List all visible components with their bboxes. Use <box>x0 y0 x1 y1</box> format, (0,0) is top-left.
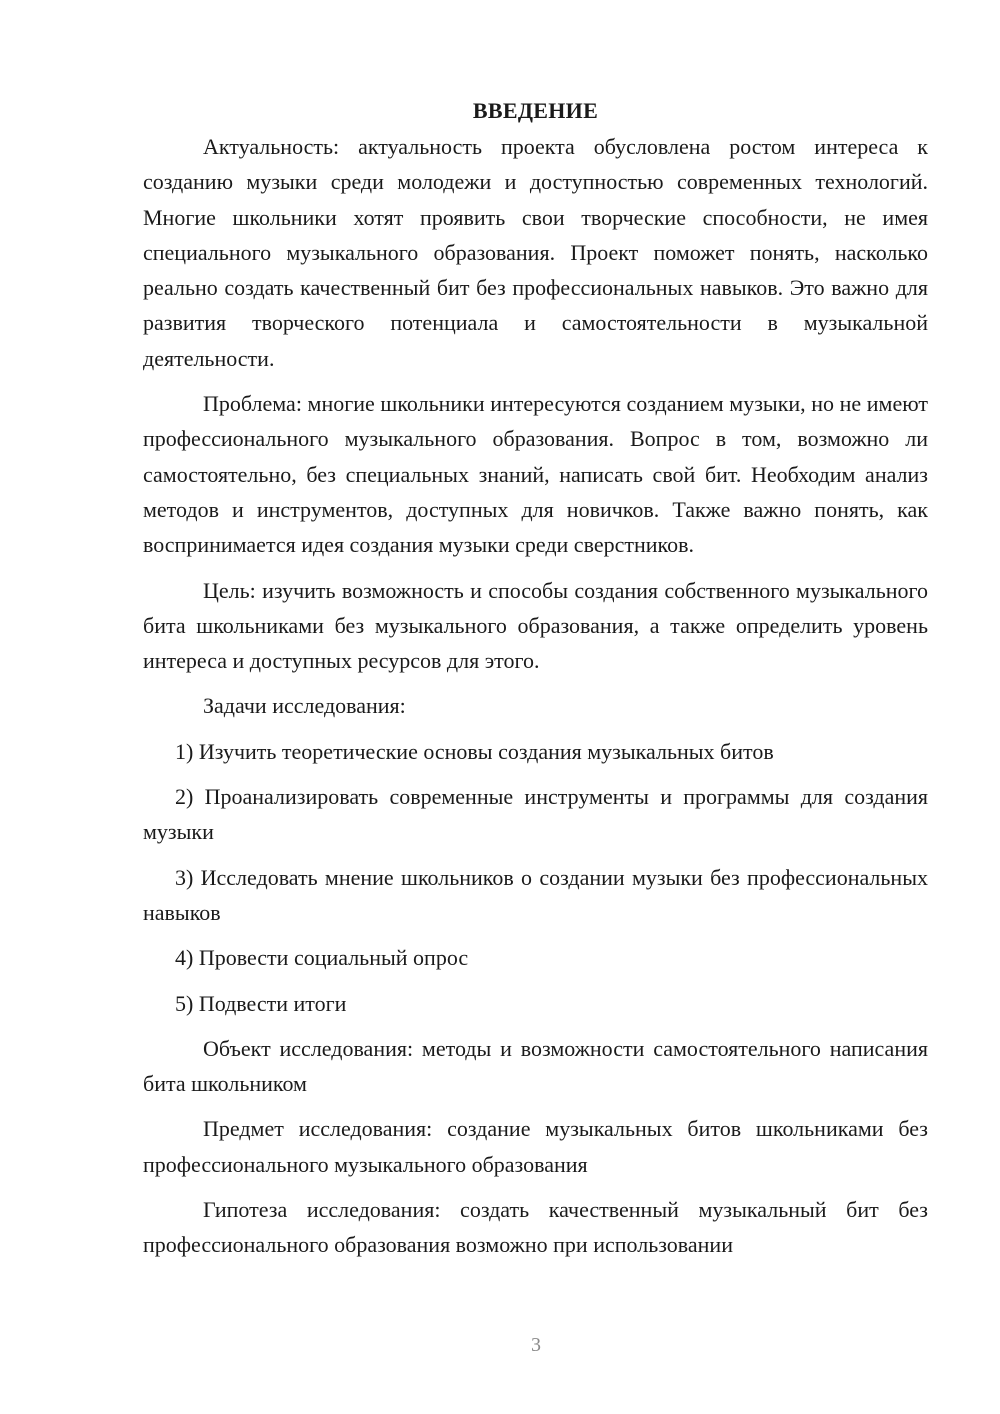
task-item-4: 4) Провести социальный опрос <box>175 945 469 971</box>
task-item-5: 5) Подвести итоги <box>175 990 347 1016</box>
document-page <box>143 93 928 1263</box>
task-item-2: 2) Проанализировать современные инструменты и программы для создания музыки <box>143 784 928 845</box>
problem-paragraph: Проблема: многие школьники интересуются созданием музыки, но не имеют профессионального музыкального образования. Вопрос в том, возможно ли самостоятельно, без специальных знаний, написать свой бит. Необходим анализ методов и инструментов, доступных для новичков. Также важно понять, как воспринимается идея создания музыки среди сверстников. <box>143 391 928 558</box>
tasks-heading: Задачи исследования: <box>203 693 406 719</box>
page-title: ВВЕДЕНИЕ <box>472 98 599 123</box>
task-item-3: 3) Исследовать мнение школьников о создании музыки без профессиональных навыков <box>143 864 928 925</box>
task-item-1: 1) Изучить теоретические основы создания музыкальных битов <box>175 738 774 764</box>
relevance-paragraph: Актуальность: актуальность проекта обусловлена ростом интереса к созданию музыки среди молодежи и доступностью современных технологий. Многие школьники хотят проявить свои творческие способности, не имея специального музыкального образования. Проект поможет понять, насколько реально создать качественный бит без профессиональных навыков. Это важно для развития творческого потенциала и самостоятельности в музыкальной деятельности. <box>143 134 928 371</box>
subject-paragraph: Предмет исследования: создание музыкальных битов школьниками без профессионального музыкального образования <box>143 1116 928 1177</box>
goal-paragraph: Цель: изучить возможность и способы создания собственного музыкального бита школьниками без музыкального образования, а также определить уровень интереса и доступных ресурсов для этого. <box>143 577 928 674</box>
hypothesis-paragraph: Гипотеза исследования: создать качественный музыкальный бит без профессионального образования возможно при использовании <box>143 1197 928 1258</box>
object-paragraph: Объект исследования: методы и возможности самостоятельного написания бита школьником <box>143 1035 928 1097</box>
page-number: 3 <box>531 1334 541 1356</box>
